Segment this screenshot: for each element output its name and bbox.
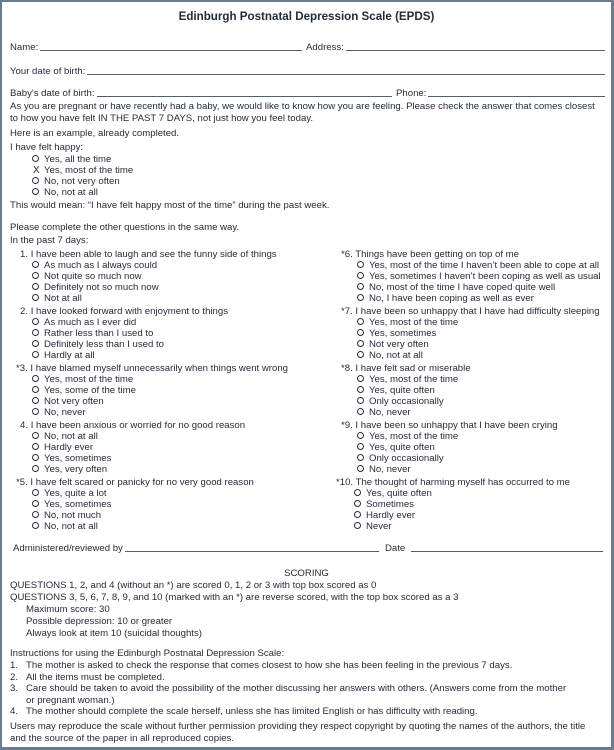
question-9: [341, 420, 558, 475]
example-heading: Here is an example, already completed.: [10, 128, 180, 139]
radio-circle-icon: [32, 188, 39, 195]
answer-option-label: Hardly ever: [366, 510, 416, 521]
answer-option[interactable]: [32, 521, 254, 532]
answer-option[interactable]: [357, 328, 600, 339]
answer-option[interactable]: [357, 407, 471, 418]
answer-option[interactable]: [357, 442, 558, 453]
answer-option[interactable]: [32, 374, 288, 385]
answer-option[interactable]: [357, 260, 600, 271]
radio-circle-icon[interactable]: [32, 261, 39, 268]
answer-option[interactable]: [357, 282, 556, 293]
answer-option-label: Rather less than I used to: [44, 328, 154, 339]
answer-option[interactable]: [32, 271, 277, 282]
answer-option-label: Yes, quite often: [369, 385, 435, 396]
option-group: [32, 431, 245, 475]
scoring-line-2: QUESTIONS 3, 5, 6, 7, 8, 9, and 10 (marked with an *) are reverse scored, with the top box scored as a 3: [10, 592, 459, 603]
answer-option-label: Not very often: [44, 396, 104, 407]
form-title: Edinburgh Postnatal Depression Scale (EPDS): [178, 10, 435, 23]
dob-label: Your date of birth:: [10, 66, 86, 77]
answer-option-label: Yes, sometimes I haven’t been coping as well as usual: [369, 271, 601, 282]
instructions-list: [10, 660, 603, 718]
question-10: [336, 477, 570, 532]
answer-option-label: Not at all: [44, 293, 82, 304]
question-text: [341, 306, 600, 317]
answer-option-label: Yes, quite a lot: [44, 488, 107, 499]
phone-label: Phone:: [396, 88, 427, 99]
answer-option-label: No, never: [369, 464, 411, 475]
answer-option[interactable]: [32, 453, 245, 464]
radio-circle-icon[interactable]: [32, 489, 39, 496]
question-label: The thought of harming myself has occurred to me: [355, 477, 570, 488]
radio-circle-icon[interactable]: [32, 329, 39, 336]
option-group: [357, 260, 601, 304]
radio-circle-icon[interactable]: [357, 294, 364, 301]
answer-option[interactable]: [32, 339, 228, 350]
question-text: [336, 477, 570, 488]
answer-option[interactable]: [32, 260, 277, 271]
example-question: I have felt happy:: [10, 142, 84, 153]
radio-circle-icon[interactable]: [357, 465, 364, 472]
answer-option-label: Yes, most of the time: [369, 431, 459, 442]
radio-circle-icon: [32, 177, 39, 184]
radio-circle-icon[interactable]: [32, 432, 39, 439]
answer-option[interactable]: [357, 350, 600, 361]
radio-circle-icon[interactable]: [357, 283, 364, 290]
baby-dob-field[interactable]: [10, 88, 392, 99]
answer-option-label: Not quite so much now: [44, 271, 142, 282]
date-field[interactable]: [385, 543, 603, 554]
answer-option[interactable]: [357, 385, 471, 396]
answer-option-label: No, not at all: [44, 521, 98, 532]
answer-option-label: No, never: [369, 407, 411, 418]
answer-option-label: Not very often: [369, 339, 429, 350]
answer-option-label: Yes, quite often: [366, 488, 432, 499]
epds-form: Edinburgh Postnatal Depression Scale (EPDS) Name: Address: Your date of birth: Baby's date of birth: Phone: As you are pregnant or have recently had a baby, we would like to know how you are feeling. Please check the answer that comes closest to how you have felt IN THE PAST 7 DAYS, not just how you feel today. Here is an example, already completed. I have felt happy: Yes, all the time X Yes, most of the time No, not very often No, not at all This would mean: “I have felt happy most of the time” during the past week. Please complete the other questions in the same way. In the past 7 days: Administered/reviewed by Date SCORING QUESTIONS 1, 2, and 4 (without an *) are scored 0, 1, 2 or 3 with top box scored as 0 QUESTIONS 3, 5, 6, 7, 8, 9, and 10 (marked with an *) are reverse scored, with the top box scored as a 3 Maximum score: 30 Possible depression: 10 or greater Always look at item 10 (suicidal thoughts) Instructions for using the Edinburgh Postnatal Depression Scale: 1. The mother is asked to check the response that comes closest to how she has been feeling in the previous 7 days. 2. All the items must be completed. 3. Care should be taken to avoid the possibility of the mother discussing her answers with others. (Answers come from the mother or pregnant woman.) 4. The mother should complete the scale herself, unless she has limited English or has difficulty with reading. Users may reproduce the scale without further permission providing they respect copyright by quoting the names of the authors, the title and the source of the paper in all reproduced copies. 1. I have been able to laugh and see the funny side of things As much as I always could Not quite so much now Definitely not so much now Not at all 2. I have looked forward with enjoyment to things As much as I ever did Rather less than I used to Definitely less than I used to Hardly at all *3. I have blamed myself unnecessarily when things went wrong Yes, most of the time Yes, some of the time Not very often No, never 4. I have been anxious or worried for no good reason No, not at all Hardly ever Yes, sometimes Yes, very often *5. I have felt scared or panicky for no very good reason Yes, quite a lot Yes, sometimes No, not much No, not at all *6. Things have been getting on top of me Yes, most of the time I haven’t been able to cope at all Yes, sometimes I haven’t been coping as well as usual No, most of the time I have coped quite well No, I have been coping as well as ever *7. I have been so unhappy that I have had difficulty sleeping Yes, most of the time Yes, sometimes Not very often No, not at all *8. I have felt sad or miserable Yes, most of the time Yes, quite often Only occasionally No, never *9. I have been so unhappy that I have been crying Yes, most of the time Yes, quite often Only occasionally No, never *10. The thought of harming myself has occurred to me Yes, quite often Sometimes Hardly ever Never: [0, 0, 614, 750]
intro-text: As you are pregnant or have recently had a baby, we would like to know how you are feeling. Please check the answer that comes closest to how you have felt IN THE PAST 7 DAYS, not just how you feel today.: [10, 101, 595, 124]
radio-circle-icon[interactable]: [32, 294, 39, 301]
past-7-days-text: In the past 7 days:: [10, 235, 89, 246]
answer-option-label: Yes, quite often: [369, 442, 435, 453]
address-field[interactable]: [306, 42, 605, 53]
question-4: [20, 420, 245, 475]
radio-circle-icon[interactable]: [357, 386, 364, 393]
radio-circle-icon[interactable]: [32, 397, 39, 404]
possible-depression: Possible depression: 10 or greater: [26, 616, 173, 627]
answer-option[interactable]: [32, 464, 245, 475]
answer-option[interactable]: [32, 282, 277, 293]
radio-circle-icon[interactable]: [354, 500, 361, 507]
answer-option-label: Yes, most of the time I haven’t been able to cope at all: [369, 260, 600, 271]
question-text: [341, 249, 519, 260]
name-label: Name:: [10, 42, 39, 53]
answer-option[interactable]: [357, 453, 558, 464]
answer-option[interactable]: [357, 374, 471, 385]
reviewed-by-label: Administered/reviewed by: [13, 543, 123, 554]
answer-option-label: Only occasionally: [369, 396, 444, 407]
answer-option-label: Hardly at all: [44, 350, 95, 361]
question-number: *10.: [336, 477, 354, 488]
answer-option[interactable]: [32, 328, 228, 339]
option-group: [357, 431, 558, 475]
option-group: [32, 260, 277, 304]
name-field[interactable]: [10, 42, 302, 53]
answer-option-label: Only occasionally: [369, 453, 444, 464]
option-group: [357, 374, 471, 418]
instruction-item: 3. Care should be taken to avoid the possibility of the mother discussing her answers with others. (Answers come from the mother or pregnant woman.): [10, 683, 567, 706]
answer-option[interactable]: [32, 488, 254, 499]
baby-dob-input-line[interactable]: [97, 96, 393, 97]
question-number: 1.: [20, 249, 29, 260]
question-number: *9.: [341, 420, 353, 431]
question-label: I have been so unhappy that I have been crying: [355, 420, 558, 431]
address-label: Address:: [306, 42, 344, 53]
answer-option-label: Yes, sometimes: [369, 328, 437, 339]
question-text: [16, 363, 288, 374]
reviewed-by-field[interactable]: [13, 543, 379, 554]
answer-option-label: Yes, sometimes: [44, 453, 112, 464]
baby-dob-label: Baby's date of birth:: [10, 88, 95, 99]
scoring-line-1: QUESTIONS 1, 2, and 4 (without an *) are scored 0, 1, 2 or 3 with top box scored as 0: [10, 580, 377, 591]
answer-option-label: As much as I ever did: [44, 317, 137, 328]
answer-option[interactable]: [354, 488, 570, 499]
radio-circle-icon[interactable]: [357, 351, 364, 358]
answer-option-label: Definitely not so much now: [44, 282, 159, 293]
answer-option[interactable]: [357, 464, 558, 475]
answer-option[interactable]: [32, 407, 288, 418]
radio-circle-icon[interactable]: [32, 500, 39, 507]
radio-circle-icon[interactable]: [357, 329, 364, 336]
answer-option[interactable]: [354, 499, 570, 510]
option-group: [354, 488, 570, 532]
question-text: [20, 306, 228, 317]
radio-circle-icon[interactable]: [32, 522, 39, 529]
radio-circle-icon[interactable]: [32, 272, 39, 279]
question-number: *6.: [341, 249, 353, 260]
question-1: [20, 249, 277, 304]
option-group: [32, 317, 228, 361]
option-group: [32, 488, 254, 532]
answer-option-label: Yes, very often: [44, 464, 108, 475]
question-number: *5.: [16, 477, 28, 488]
question-label: I have blamed myself unnecessarily when things went wrong: [30, 363, 288, 374]
radio-circle-icon[interactable]: [357, 318, 364, 325]
question-label: I have been anxious or worried for no good reason: [30, 420, 246, 431]
question-number: 4.: [20, 420, 29, 431]
reviewed-by-input-line[interactable]: [125, 551, 379, 552]
answer-option-label: No, not much: [44, 510, 102, 521]
question-text: [20, 249, 277, 260]
radio-circle-icon[interactable]: [354, 489, 361, 496]
phone-field[interactable]: [396, 88, 605, 99]
answer-option-label: Yes, sometimes: [44, 499, 112, 510]
date-label: Date: [385, 543, 406, 554]
answer-option[interactable]: [32, 431, 245, 442]
radio-circle-icon[interactable]: [357, 375, 364, 382]
dob-field[interactable]: [10, 66, 605, 77]
answer-option-label: Yes, some of the time: [44, 385, 136, 396]
question-label: I have felt sad or miserable: [355, 363, 471, 374]
item10-note: Always look at item 10 (suicidal thoughts): [26, 628, 202, 639]
question-number: 2.: [20, 306, 29, 317]
question-number: *8.: [341, 363, 353, 374]
answer-option-label: Yes, most of the time: [44, 374, 134, 385]
answer-option[interactable]: [32, 499, 254, 510]
radio-circle-icon[interactable]: [354, 511, 361, 518]
scoring-title: SCORING: [284, 568, 329, 579]
answer-option[interactable]: [32, 442, 245, 453]
answer-option-label: No, not at all: [369, 350, 423, 361]
question-label: I have looked forward with enjoyment to things: [30, 306, 229, 317]
answer-option[interactable]: [32, 293, 277, 304]
question-3: [16, 363, 288, 418]
question-text: [341, 420, 558, 431]
dob-input-line[interactable]: [87, 74, 605, 75]
answer-option-label: Definitely less than I used to: [44, 339, 164, 350]
option-group: [357, 317, 600, 361]
answer-option[interactable]: [357, 271, 601, 282]
answer-option[interactable]: [32, 510, 254, 521]
answer-option-label: Sometimes: [366, 499, 414, 510]
radio-circle-icon[interactable]: [357, 340, 364, 347]
answer-option[interactable]: [32, 317, 228, 328]
answer-option[interactable]: [357, 339, 600, 350]
radio-circle-icon[interactable]: [357, 408, 364, 415]
radio-circle-icon[interactable]: [357, 454, 364, 461]
answer-option-label: Yes, most of the time: [369, 317, 459, 328]
question-label: Things have been getting on top of me: [355, 249, 519, 260]
example-meaning: This would mean: “I have felt happy most of the time” during the past week.: [10, 200, 330, 211]
complete-others-text: Please complete the other questions in the same way.: [10, 222, 240, 233]
radio-circle-icon[interactable]: [32, 375, 39, 382]
question-number: *7.: [341, 306, 353, 317]
answer-option-label: No, most of the time I have coped quite well: [369, 282, 556, 293]
radio-circle-icon[interactable]: [32, 283, 39, 290]
answer-option-label: No, never: [44, 407, 86, 418]
option-group: [32, 374, 288, 418]
radio-circle-icon[interactable]: [357, 432, 364, 439]
radio-circle-icon[interactable]: [32, 454, 39, 461]
instruction-item: 1. The mother is asked to check the response that comes closest to how she has been feeling in the previous 7 days.: [10, 660, 513, 671]
radio-circle-icon[interactable]: [32, 351, 39, 358]
max-score: Maximum score: 30: [26, 604, 110, 615]
answer-option[interactable]: [32, 385, 288, 396]
question-text: [20, 420, 245, 431]
question-2: [20, 306, 228, 361]
answer-option[interactable]: [32, 396, 288, 407]
radio-circle-icon[interactable]: [357, 397, 364, 404]
answer-option-label: No, not at all: [44, 431, 98, 442]
x-mark-icon: X: [33, 165, 40, 176]
instructions-heading: Instructions for using the Edinburgh Postnatal Depression Scale:: [10, 648, 285, 659]
radio-circle-icon[interactable]: [32, 465, 39, 472]
question-number: *3.: [16, 363, 28, 374]
phone-input-line[interactable]: [428, 96, 605, 97]
copyright-notice: Users may reproduce the scale without further permission providing they respect copyright by quoting the names of the authors, the title and the source of the paper in all reproduced copies.: [10, 721, 586, 744]
answer-option[interactable]: [354, 510, 570, 521]
answer-option[interactable]: [357, 396, 471, 407]
answer-option-label: As much as I always could: [44, 260, 158, 271]
radio-circle-icon[interactable]: [32, 340, 39, 347]
radio-circle-icon[interactable]: [354, 522, 361, 529]
radio-circle-icon[interactable]: [32, 386, 39, 393]
radio-circle-icon: [32, 155, 39, 162]
radio-circle-icon[interactable]: [32, 408, 39, 415]
question-8: [341, 363, 471, 418]
question-text: [16, 477, 254, 488]
date-input-line[interactable]: [411, 551, 603, 552]
radio-circle-icon[interactable]: [32, 511, 39, 518]
answer-option-label: Yes, most of the time: [369, 374, 459, 385]
name-input-line[interactable]: [40, 50, 302, 51]
question-5: [16, 477, 254, 532]
answer-option[interactable]: [354, 521, 570, 532]
question-6: [341, 249, 601, 304]
answer-option-label: Never: [366, 521, 392, 532]
question-text: [341, 363, 471, 374]
answer-option-label: Hardly ever: [44, 442, 94, 453]
radio-circle-icon[interactable]: [357, 261, 364, 268]
question-label: I have been able to laugh and see the funny side of things: [30, 249, 277, 260]
question-label: I have been so unhappy that I have had difficulty sleeping: [355, 306, 600, 317]
question-7: [341, 306, 600, 361]
answer-option[interactable]: [32, 350, 228, 361]
instruction-item: 2. All the items must be completed.: [10, 671, 165, 683]
radio-circle-icon[interactable]: [32, 318, 39, 325]
answer-option[interactable]: [357, 317, 600, 328]
question-label: I have felt scared or panicky for no very good reason: [30, 477, 254, 488]
radio-circle-icon[interactable]: [32, 443, 39, 450]
answer-option-label: No, I have been coping as well as ever: [369, 293, 534, 304]
answer-option[interactable]: [357, 293, 534, 304]
radio-circle-icon[interactable]: [357, 443, 364, 450]
answer-option[interactable]: [357, 431, 558, 442]
address-input-line[interactable]: [346, 50, 605, 51]
instruction-item: 4. The mother should complete the scale herself, unless she has limited English or has difficulty with reading.: [10, 706, 478, 717]
radio-circle-icon[interactable]: [357, 272, 364, 279]
